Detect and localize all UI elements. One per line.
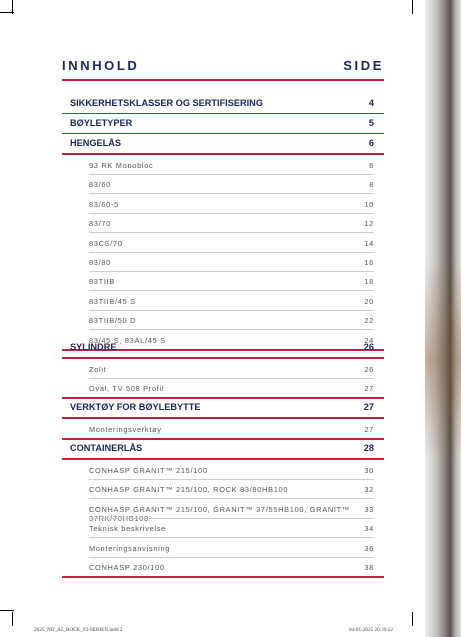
section-rule [62, 153, 384, 155]
entry-rule [89, 329, 374, 330]
toc-entry-page: 33 [364, 504, 374, 514]
toc-entry[interactable] [89, 365, 374, 377]
toc-entry[interactable] [89, 466, 374, 478]
toc-section-page: 28 [363, 443, 374, 453]
toc-entry-page: 26 [364, 365, 374, 374]
footer-slug-left: 2025_NO_A5_ROCK_83-SERIEN.indd 2 [34, 627, 123, 633]
toc-entry-page: 12 [364, 219, 374, 229]
toc-entry-label: 83TIIB/45 S [89, 296, 136, 306]
toc-section[interactable] [70, 138, 374, 152]
toc-entry-label: Monteringsanvisning [89, 543, 171, 553]
toc-header [62, 58, 384, 74]
toc-entry-page: 16 [364, 258, 374, 267]
toc-section-title: SYLINDRE [70, 342, 117, 352]
toc-section-title: CONTAINERLÅS [70, 443, 143, 453]
toc-entry[interactable] [89, 425, 374, 437]
toc-entry-page: 32 [364, 485, 374, 495]
toc-entry-page: 6 [369, 161, 374, 170]
toc-section-page: 6 [368, 138, 374, 148]
crop-mark-bottom-left-h [0, 610, 14, 611]
toc-entry[interactable] [89, 505, 374, 517]
toc-entry-page: 27 [364, 425, 374, 434]
toc-entry-label: 83/60 [89, 180, 111, 190]
toc-entry-page: 22 [364, 316, 374, 326]
entry-rule [89, 252, 374, 253]
page-spine-shade [425, 260, 461, 460]
toc-section[interactable] [70, 402, 374, 416]
entry-rule [62, 397, 384, 399]
crop-mark-bottom-left-v [12, 612, 13, 626]
toc-entry-label: 83TIIB/50 D [89, 316, 137, 326]
toc-entry[interactable] [89, 384, 374, 396]
toc-entry[interactable] [89, 200, 374, 212]
toc-entry-page: 8 [369, 180, 374, 190]
toc-section-page: 27 [363, 402, 374, 412]
toc-section[interactable] [70, 98, 374, 112]
toc-entry-label: Oval, TV 508 Profil [89, 384, 165, 394]
section-rule [62, 357, 384, 359]
toc-section-page: 26 [363, 342, 374, 352]
entry-rule [89, 271, 374, 272]
toc-section-page: 5 [368, 118, 374, 128]
toc-entry-label: 83/70 [89, 219, 111, 229]
footer-slug-right: 04-01-2025 20:39:22 [349, 627, 393, 633]
toc-entry-label: CONHASP GRANIT™ 215/100, GRANIT™ 37/55HB100, GRANIT™ [89, 504, 350, 514]
section-rule [62, 458, 384, 460]
entry-rule [89, 479, 374, 480]
entry-rule [89, 537, 374, 538]
entry-rule [89, 232, 374, 233]
toc-page-label: SIDE [343, 58, 384, 73]
toc-entry[interactable] [89, 563, 374, 575]
toc-entry-label: Monteringsverktøy [89, 425, 162, 434]
entry-rule [89, 557, 374, 558]
toc-entry-label: CONHASP 230/100 [89, 563, 165, 572]
entry-rule [89, 310, 374, 311]
toc-entry-label: 83TIIB [89, 277, 115, 287]
toc-entry[interactable] [89, 180, 374, 192]
toc-entry[interactable] [89, 485, 374, 497]
toc-title: INNHOLD [62, 58, 140, 73]
toc-section-title: SIKKERHETSKLASSER OG SERTIFISERING [70, 98, 263, 108]
toc-entry[interactable] [89, 297, 374, 309]
toc-entry[interactable] [89, 544, 374, 556]
toc-entry-page: 27 [364, 384, 374, 394]
toc-section-title: BØYLETYPER [70, 118, 133, 128]
toc-entry-page: 34 [364, 524, 374, 534]
entry-rule [62, 576, 384, 578]
entry-rule [89, 498, 374, 499]
entry-rule [89, 213, 374, 214]
entry-rule [89, 174, 374, 175]
toc-entry[interactable] [89, 161, 374, 173]
toc-entry-label: Zolit [89, 365, 107, 374]
toc-section-title: HENGELÅS [70, 138, 122, 148]
crop-mark-top-right-v [412, 0, 413, 14]
toc-entry-page: 36 [364, 543, 374, 553]
toc-section[interactable] [70, 342, 374, 356]
toc-entry[interactable] [89, 316, 374, 328]
toc-entry-label: CONHASP GRANIT™ 215/100 [89, 466, 208, 475]
toc-entry-label: CONHASP GRANIT™ 215/100, ROCK 83/80HB100 [89, 485, 289, 495]
section-rule [62, 113, 384, 114]
entry-rule [62, 438, 384, 440]
header-rule [62, 79, 384, 81]
section-rule [62, 133, 384, 134]
entry-rule [89, 378, 374, 379]
toc-section[interactable] [70, 118, 374, 132]
toc-entry[interactable] [89, 239, 374, 251]
toc-section-title: VERKTØY FOR BØYLEBYTTE [70, 402, 201, 412]
toc-section-page: 4 [368, 98, 374, 108]
toc-entry-label: 83/80 [89, 258, 111, 267]
toc-entry-label: 93 RK Monobloc [89, 161, 154, 170]
toc-entry-page: 38 [364, 563, 374, 572]
toc-entry-page: 24 [364, 335, 374, 345]
toc-entry[interactable] [89, 258, 374, 270]
toc-entry-page: 14 [364, 238, 374, 248]
toc-entry-label: Teknisk beskrivelse [89, 524, 166, 534]
toc-entry-page: 18 [364, 277, 374, 287]
toc-entry-label: 83/45 S, 83AL/45 S [89, 335, 166, 345]
toc-entry-label: 83CS/70 [89, 238, 123, 248]
crop-mark-top-left-h [0, 12, 14, 13]
toc-entry[interactable] [89, 219, 374, 231]
toc-entry-page: 10 [364, 199, 374, 209]
entry-rule [89, 518, 374, 519]
toc-entry-page: 20 [364, 296, 374, 306]
entry-rule [89, 193, 374, 194]
toc-entry[interactable] [89, 277, 374, 289]
entry-rule [89, 290, 374, 291]
toc-entry-page: 30 [364, 466, 374, 475]
toc-section[interactable] [70, 443, 374, 457]
crop-mark-bottom-right-v [412, 612, 413, 626]
toc-entry-label: 83/60-5 [89, 199, 119, 209]
section-rule [62, 417, 384, 419]
toc-entry[interactable] [89, 524, 374, 536]
